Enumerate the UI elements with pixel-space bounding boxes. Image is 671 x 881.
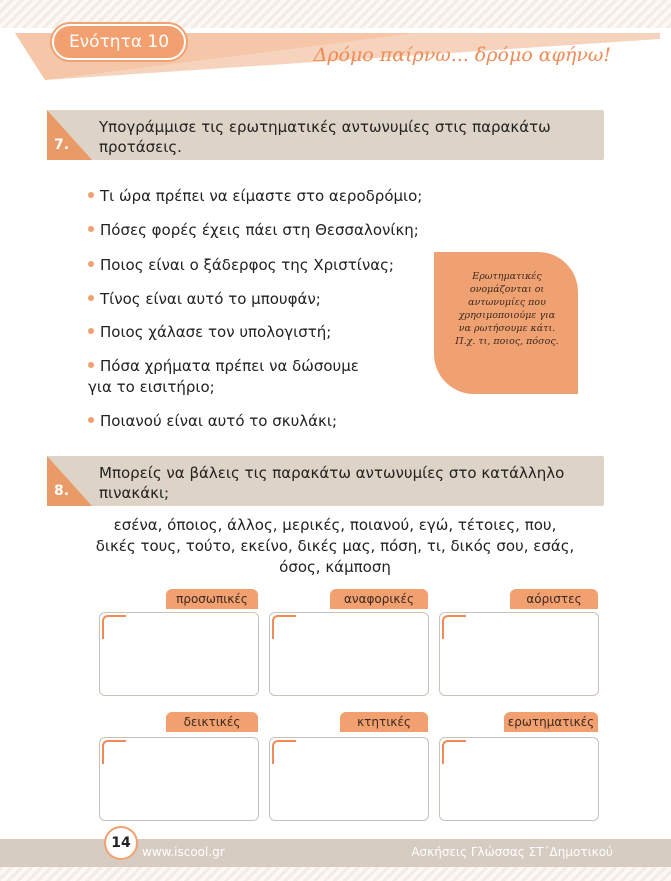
exercise-number: 8. xyxy=(54,483,70,499)
category-label-indefinite: αόριστες xyxy=(510,589,598,609)
exercise-instruction: Υπογράμμισε τις ερωτηματικές αντωνυμίες στις παρακάτω προτάσεις. xyxy=(99,118,551,156)
page-number: 14 xyxy=(104,826,138,860)
book-title: Ασκήσεις Γλώσσας ΣΤ΄Δημοτικού xyxy=(411,845,613,859)
box-corner xyxy=(272,740,296,764)
answer-box-possessive[interactable] xyxy=(269,737,429,821)
box-corner xyxy=(442,615,466,639)
bullet-icon xyxy=(88,295,94,301)
question-item: Ποιος χάλασε τον υπολογιστή; xyxy=(88,322,331,342)
definition-note-text: Ερωτηματικές ονομάζονται οι αντωνυμίες που χρησιμοποιούμε για να ρωτήσουμε κάτι. Π.χ. τι, ποιος, πόσος. xyxy=(455,271,559,347)
unit-title: Δρόμο παίρνω... δρόμο αφήνω! xyxy=(313,44,611,66)
word-bank: εσένα, όποιος, άλλος, μερικές, ποιανού, εγώ, τέτοιες, που, δικές τους, τούτο, εκείνο, δικές μας, πόση, τι, δικός σου, εσάς, όσος, κάμποση xyxy=(95,516,575,576)
box-corner xyxy=(102,615,126,639)
category-label-relative: αναφορικές xyxy=(330,589,428,609)
bullet-icon xyxy=(88,226,94,232)
question-item: Τίνος είναι αυτό το μπουφάν; xyxy=(88,289,321,309)
bullet-icon xyxy=(88,328,94,334)
exercise-8-header xyxy=(47,456,604,506)
category-label-interrogative: ερωτηματικές xyxy=(504,712,598,732)
bullet-icon xyxy=(88,417,94,423)
question-item: Πόσες φορές έχεις πάει στη Θεσσαλονίκη; xyxy=(88,220,419,240)
site-url[interactable]: www.iscool.gr xyxy=(142,845,225,859)
exercise-7-header xyxy=(47,110,604,160)
bullet-icon xyxy=(88,261,94,267)
unit-label: Ενότητα 10 xyxy=(52,24,186,60)
bullet-icon xyxy=(88,192,94,198)
question-item: Ποιος είναι ο ξάδερφος της Χριστίνας; xyxy=(88,255,394,275)
category-label-personal: προσωπικές xyxy=(166,589,258,609)
category-label-possessive: κτητικές xyxy=(340,712,428,732)
question-item: Τι ώρα πρέπει να είμαστε στο αεροδρόμιο; xyxy=(88,186,422,206)
exercise-instruction: Μπορείς να βάλεις τις παρακάτω αντωνυμίες στο κατάλληλο πινακάκι; xyxy=(99,464,565,502)
definition-note xyxy=(434,252,578,394)
footer-hatched-strip xyxy=(0,867,671,881)
answer-box-interrogative[interactable] xyxy=(439,737,599,821)
answer-box-demonstrative[interactable] xyxy=(99,737,259,821)
answer-box-indefinite[interactable] xyxy=(439,612,599,696)
question-item: Ποιανού είναι αυτό το σκυλάκι; xyxy=(88,411,337,431)
answer-box-relative[interactable] xyxy=(269,612,429,696)
question-item-continuation: για το εισιτήριο; xyxy=(88,378,215,396)
box-corner xyxy=(442,740,466,764)
exercise-number: 7. xyxy=(54,137,70,153)
question-item: Πόσα χρήματα πρέπει να δώσουμε xyxy=(88,356,359,376)
category-label-demonstrative: δεικτικές xyxy=(166,712,258,732)
box-corner xyxy=(272,615,296,639)
answer-box-personal[interactable] xyxy=(99,612,259,696)
box-corner xyxy=(102,740,126,764)
bullet-icon xyxy=(88,362,94,368)
